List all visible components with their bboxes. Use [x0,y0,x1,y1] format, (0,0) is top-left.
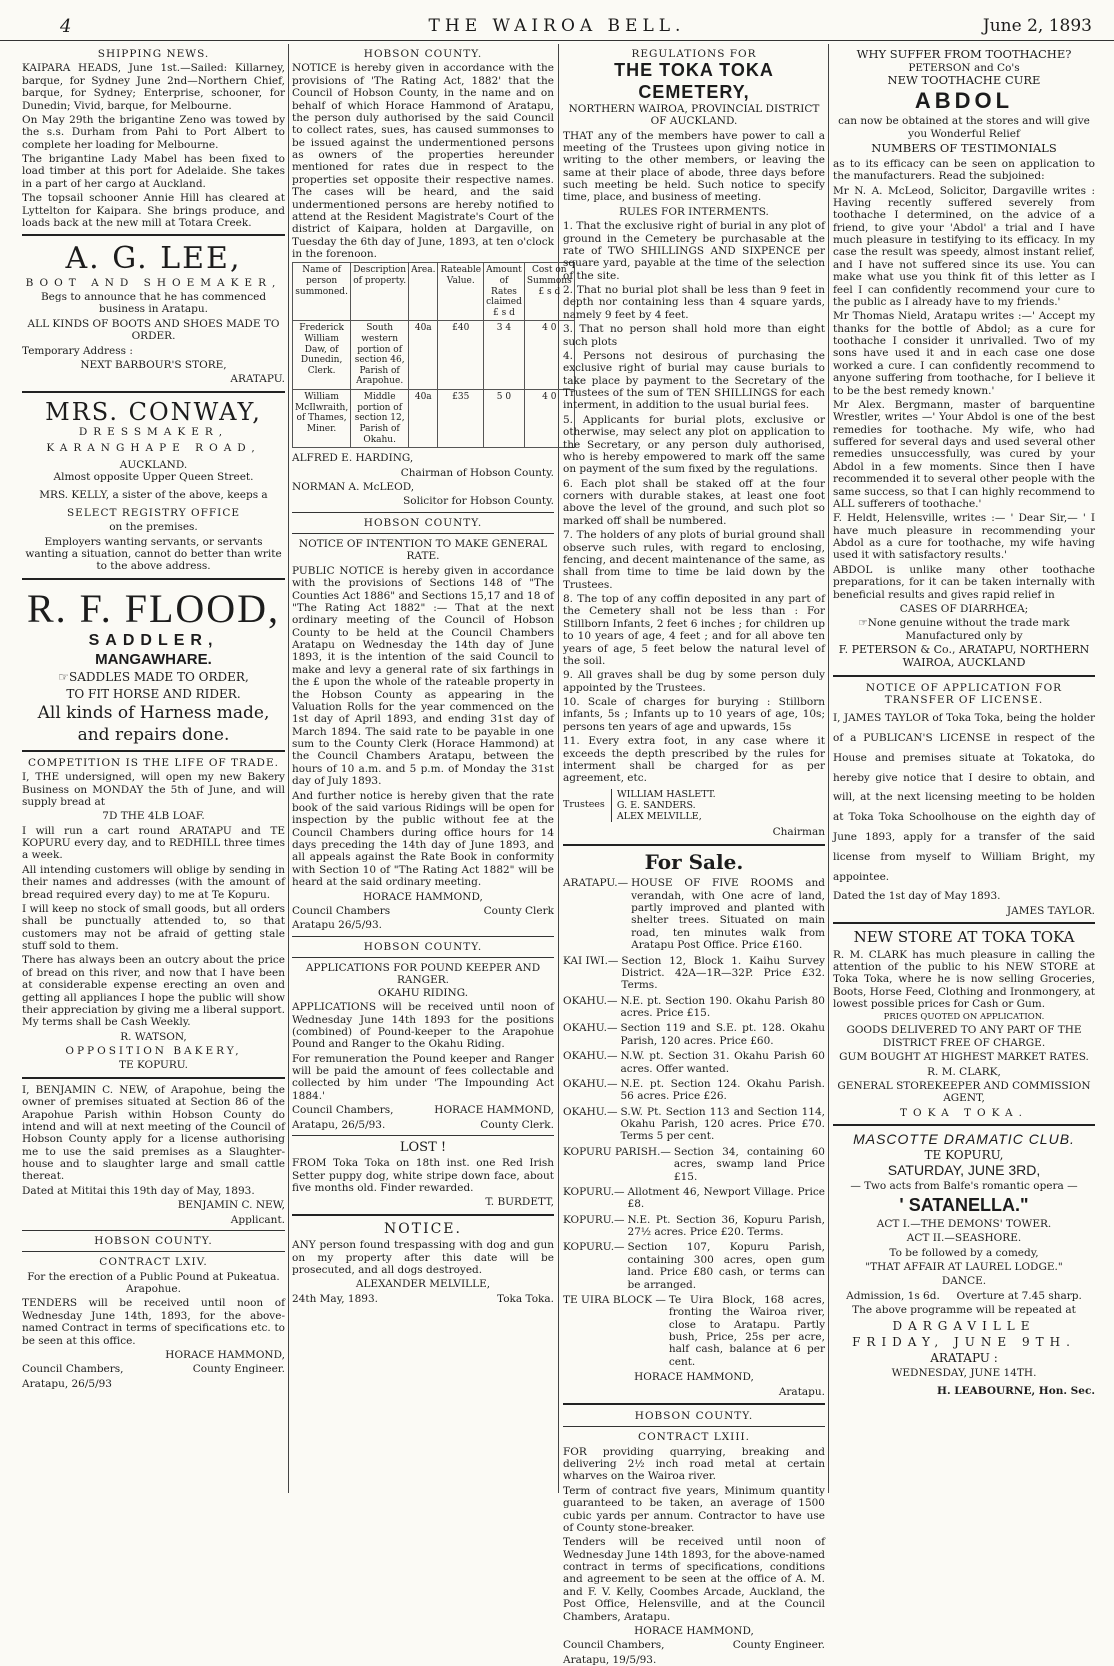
trustee-name: G. E. SANDERS. [616,799,696,811]
sale-text: HOUSE OF FIVE ROOMS and verandah, with One acre of land, partly improved and planted with shelter trees. Situated on main road, ten minutes walk from Aratapu Post Office. Price £160. [631,877,825,952]
sale-signature: HORACE HAMMOND, [634,1371,754,1384]
store-line: GOODS DELIVERED TO ANY PART OF THE DISTRICT FREE OF CHARGE. [846,1024,1082,1049]
newspaper-title: THE WAIROA BELL. [428,16,686,36]
list-item [563,955,825,992]
cemetery-title: THE TOKA TOKA CEMETERY, [614,60,774,102]
hobson-footer: Council Chambers, [563,1639,665,1652]
hobson-contract: CONTRACT LXIV. [99,1256,208,1269]
hobson-notice-text: APPLICATIONS will be received until noon of Wednesday June 14th 1893 for the positions (combined) of Pound-keeper to the Arapohue Pound and Ranger to the Okahu Riding. [292,1001,554,1051]
rule-item: 8. The top of any coffin deposited in any part of the Cemetery shall not be less than : For Stillborn Infants, 2 feet 6 inches ; for children up to 10 years of age, 4 feet ; and for all above ten years of age, 5 feet below the natural level of the soil. [563,593,825,667]
sale-location: KOPURU.— [563,1213,625,1226]
column-4 [833,48,1095,1491]
license-title: NOTICE OF APPLICATION FOR TRANSFER OF LICENSE. [865,681,1063,707]
hobson-footer-date: Aratapu 26/5/93. [292,919,382,932]
conway-trade: DRESSMAKER, [78,425,229,438]
club-act: ACT II.—SEASHORE. [906,1232,1022,1245]
store-line: PRICES QUOTED ON APPLICATION. [883,1012,1045,1023]
table-cell: 40a [409,390,438,448]
flood-line: All kinds of Harness made, [37,702,270,723]
kelly-text: on the premises. [109,521,198,534]
sale-text: Section 34, containing 60 acres, swamp land Price £15. [673,1145,825,1183]
hobson-title: HOBSON COUNTY. [363,516,483,529]
list-item [563,1106,825,1143]
store-role: GENERAL STOREKEEPER AND COMMISSION AGENT, [837,1079,1091,1105]
table-cell: 40a [409,321,438,390]
masthead [0,0,1114,41]
abdol-testimonial: F. Heldt, Helensville, writes :— ' Dear Sir,— ' I have much pleasure in recommending your Abdol as a cure for toothache, my wife having used it with satisfactory results.' [833,512,1095,562]
rules-title: RULES FOR INTERMENTS. [619,205,769,218]
hobson-footer: Council Chambers [292,904,391,917]
conway-city: AUCKLAND. [119,458,188,471]
sale-text: S.W. Pt. Section 113 and Section 114, Okahu Parish, 120 acres. Price £70. Terms 5 per cent. [620,1105,825,1143]
list-item [563,995,825,1020]
club-signature: H. LEABOURNE, Hon. Sec. [937,1385,1095,1398]
regulations-title: REGULATIONS FOR [631,48,757,60]
notice-date: 24th May, 1893. [292,1292,378,1305]
table-header: Rateable Value. [438,263,484,321]
rule-item: 4. Persons not desirous of purchasing the exclusive right of burial may cause burials to take place by payment to the Secretary of the Trustees of the sum of TEN SHILLINGS for each interment, in addition to the usual burial fees. [563,349,825,412]
abdol-line: CASES OF DIARRHŒA; [899,602,1029,615]
hobson-footer: Council Chambers, [22,1363,124,1376]
abdol-line: NUMBERS OF TESTIMONIALS [871,141,1057,156]
for-sale-title: For Sale. [644,849,744,874]
club-dargaville: DARGAVILLE [892,1318,1036,1333]
kelly-office: SELECT REGISTRY OFFICE [66,506,241,519]
flood-name: R. F. FLOOD, [26,585,281,631]
kelly-text: Employers wanting servants, or servants wanting a situation, cannot do better than write to the above address. [25,535,282,573]
new-notice-signature: BENJAMIN C. NEW, [177,1199,285,1212]
trustees-block [563,789,825,823]
divider [563,1403,825,1405]
rule-item: 10. Scale of charges for burying : Stillborn infants, 5s ; Infants up to 10 years of age, 10s; persons ten years of age and upwards, 15s [563,696,825,733]
rule-item: 5. Applicants for burial plots, exclusive or otherwise, may select any plot on application to the Secretary, or any person duly authorised, who is hereby empowered to mark off the same on payment of the sum fixed by the regulations. [563,413,825,476]
table-cell: 4 0 [524,390,574,448]
license-signature: JAMES TAYLOR. [1006,904,1095,917]
shipping-title: SHIPPING NEWS. [97,48,210,60]
store-title: NEW STORE AT TOKA TOKA [853,927,1075,946]
hobson-notice-text: PUBLIC NOTICE is hereby given in accordance with the provisions of Sections 148 of "The Counties Act 1886" and Sections 15,17 and 18 of "The Rating Act 1882" :— That at the next ordinary meeting of the Council of Hobson County to be held at the Council Chambers Aratapu on Wednesday the 14th day of June 1893, it is the intention of the said Council to make and levy a general rate of six farthings in the £ upon the whole of the rateable property in the Hobson County as appearing in the Valuation Rolls for the year commenced on the 1st day of April 1893, and ending 31st day of March 1894. The said rate to be payable in one sum to the County Clerk (Horace Hammond) at the Council Chambers Aratapu, between the hours of 10 a.m. and 5 p.m. of Monday the 31st day of July 1893. [292,564,554,788]
sale-text: Te Uira Block, 168 acres, fronting the Wairoa river, close to Aratapu. Partly bush, Price, 25s per acre, half cash, balance at 6 per cent. [668,1293,825,1368]
store-town: TOKA TOKA. [900,1106,1028,1119]
rule-item: 9. All graves shall be dug by some person duly appointed by the Trustees. [563,669,825,694]
divider [292,512,554,513]
divider [292,1135,554,1136]
cemetery-subtitle: NORTHERN WAIROA, PROVINCIAL DISTRICT OF AUCKLAND. [568,102,820,128]
flood-line: and repairs done. [77,724,230,745]
store-text: R. M. CLARK has much pleasure in calling the attention of the public to his NEW STORE at Toka Toka, where he is now selling Groceries, Boots, Horse Feed, Clothing and Ironmongery, at lowest possible prices for Cash or Gum. [833,948,1095,1011]
divider [22,578,285,580]
club-town: TE KOPURU, [924,1147,1004,1162]
table-cell: William McIlwraith, of Thames, Miner. [293,390,351,448]
abdol-text: ABDOL is unlike many other toothache preparations, for it can be taken internally with beneficial results and gives rapid relief in [833,563,1095,601]
shipping-paragraph: The topsail schooner Annie Hill has cleared at Lyttelton for Kaipara. She brings produce, and loads back at the new mill at Totara Creek. [22,192,285,229]
competition-text: I will keep no stock of small goods, but all orders shall be punctually attended to, so that customers may not be afraid of getting stale stuff sold to them. [22,902,285,953]
abdol-manufacturer: F. PETERSON & Co., ARATAPU, NORTHERN WAIROA, AUCKLAND [838,643,1090,669]
table-cell: 4 0 [524,321,574,390]
divider [22,234,285,236]
hobson-text: For the erection of a Public Pound at Pukeatua. Arapohue. [27,1270,280,1296]
hobson-notice-title: NOTICE OF INTENTION TO MAKE GENERAL RATE. [298,538,548,563]
table-cell: £35 [438,390,484,448]
new-notice-date: Dated at Mititai this 19th day of May, 1893. [22,1184,255,1197]
flood-trade: SADDLER, [88,631,219,649]
club-wednesday: WEDNESDAY, JUNE 14TH. [891,1366,1037,1379]
hobson-text: Term of contract five years, Minimum quantity guaranteed to be taken, an average of 1500 cubic yards per annum. Contractor to have use of County stone-breaker. [563,1484,825,1534]
table-header: Description of property. [351,263,409,321]
hobson-footer-date: Aratapu, 26/5/93. [292,1118,386,1131]
trustees-role: Chairman [772,826,825,839]
sale-text: N.E. pt. Section 124. Okahu Parish. 56 acres. Price £26. [620,1077,825,1103]
flood-line: TO FIT HORSE AND RIDER. [66,686,241,701]
pointing-hand-icon: ☞ [858,617,868,630]
hobson-title: HOBSON COUNTY. [634,1409,754,1422]
sale-location: OKAHU.— [563,1105,618,1118]
club-line: To be followed by a comedy, [889,1246,1039,1259]
lost-text: FROM Toka Toka on 18th inst. one Red Irish Setter puppy dog, white stripe down face, about five months old. Finder rewarded. [292,1157,554,1194]
watson-title: OPPOSITION BAKERY, [65,1045,242,1058]
summons-table [292,262,575,448]
hobson-signature-role: Solicitor for Hobson County. [403,495,554,508]
divider [292,533,554,534]
club-line: — Two acts from Balfe's romantic opera — [850,1180,1078,1193]
hobson-signature: HORACE HAMMOND, [634,1624,754,1637]
kelly-text: MRS. KELLY, a sister of the above, keeps a [39,489,268,502]
new-notice-role: Applicant. [230,1213,285,1226]
list-item [563,1146,825,1183]
sale-location: KAI IWI.— [563,954,619,967]
notice-signature: ALEXANDER MELVILLE, [355,1278,491,1291]
sale-text: N.W. pt. Section 31. Okahu Parish 60 acres. Offer wanted. [620,1050,825,1075]
table-row [293,321,575,390]
hobson-title: HOBSON COUNTY. [94,1234,213,1247]
divider [292,1214,554,1216]
license-text: I, JAMES TAYLOR of Toka Toka, being the holder of a PUBLICAN'S LICENSE in respect of the House and premises situate at Tokatoka, do hereby give notice that I desire to obtain, and will, at the next licensing meeting to be holden at Toka Toka Schoolhouse on the eighth day of June 1893, apply for a transfer of the said license from myself to William Bright, my appointee. [833,711,1095,884]
abdol-testimonial: Mr N. A. McLeod, Solicitor, Dargaville writes : Having recently suffered severely from toothache I determined, on the advice of a friend, to give your 'Abdol' a trial and I have much pleasure in testifying to its efficacy. In my case the result was speedy, almost instant relief, and I have not suffered since its use. You can make what use you think fit of this letter as I feel I can confidently recommend your cure to the public as I already have to my friends.' [833,184,1095,308]
rule-item: 7. The holders of any plots of burial ground shall observe such rules, with regard to enclosing, fencing, and decent maintenance of the same, as shall from time to time be laid down by the Trustees. [563,529,825,591]
store-signature: R. M. CLARK, [927,1065,1001,1078]
hobson-signature: HORACE HAMMOND, [165,1348,285,1361]
column-2 [292,48,572,1491]
club-aratapu: ARATAPU : [930,1350,998,1365]
sale-location: OKAHU.— [563,1077,618,1090]
conway-road: KARANGHAPE ROAD, [46,442,261,455]
list-item [563,1078,825,1103]
sale-text: Section 12, Block 1. Kaihu Survey District. 42A—1R—32P. Price £32. Terms. [621,954,825,992]
table-cell: Frederick William Daw, of Dunedin, Clerk. [293,321,351,390]
trustees-label: Trustees [563,798,605,810]
competition-title: COMPETITION IS THE LIFE OF TRADE. [28,756,279,769]
hobson-text: Tenders will be received until noon of Wednesday June 14th 1893, for the above-named contract in terms of specifications, conditions and agreement to be seen at the office of A. M. and F. V. Kelly, Coombes Arcade, Auckland, the Post Office, Helensville, and at the Council Chambers, Aratapu. [563,1536,825,1623]
store-line: GUM BOUGHT AT HIGHEST MARKET RATES. [839,1051,1089,1064]
cemetery-text: THAT any of the members have power to call a meeting of the Trustees upon giving notice in writing to the other members, or leaving the same at their place of abode, three days before such meeting be held. Such notice to specify time, place, and business of meeting. [563,129,825,204]
divider [22,391,285,393]
divider [833,1124,1095,1126]
column-1 [22,48,285,1491]
issue-date: June 2, 1893 [982,16,1092,36]
new-notice-text: I, BENJAMIN C. NEW, of Arapohue, being the owner of premises situated at Section 86 of the Arapohue Parish within Hobson County do intend and will at next meeting of the Council of Hobson County apply for a license authorising me to use the said premises as a Slaughter-house and to slaughter large and small cattle thereat. [22,1083,285,1183]
page-number: 4 [60,16,72,37]
club-opera: ' SATANELLA." [899,1194,1029,1215]
divider [22,1077,285,1079]
abdol-line: PETERSON and Co's [908,61,1020,74]
shipping-paragraph: KAIPARA HEADS, June 1st.—Sailed: Killarney, barque, for Sydney June 2nd—Northern Chief, barque, for Sydney; Enterprise, schooner, for Dunedin; Vivid, barque, for Melbourne. [22,62,285,112]
club-date: SATURDAY, JUNE 3RD, [887,1161,1041,1178]
shipping-paragraph: On May 29th the brigantine Zeno was towed by the s.s. Durham from Pahi to Port Albert to complete her loading for Melbourne. [22,113,285,151]
hobson-title: HOBSON COUNTY. [363,940,483,953]
hobson-notice-text: NOTICE is hereby given in accordance with the provisions of 'The Rating Act, 1882' that the Council of Hobson County, in the name and on behalf of which Horace Hammond of Aratapu, the person duly authorised by the said Council to collect rates, sues, has caused summonses to be issued against the undermentioned persons as owners of the properties hereunder mentioned for rates due in respect to the properties set opposite their respective names. The cases will be heard, and the said undermentioned persons are hereby notified to attend at the Resident Magistrate's Court of the district of Kaipara, holden at Dargaville, on Tuesday the 6th day of June, 1893, at ten o'clock in the forenoon. [292,62,554,260]
column-rule [828,44,829,1493]
divider [563,844,825,846]
divider [22,1230,285,1231]
divider [292,957,554,958]
hobson-footer: Council Chambers, [292,1104,394,1117]
shipping-paragraph: The brigantine Lady Mabel has been fixed to load timber at this port for Adelaide. She takes in a part of her cargo at Auckland. [22,153,285,190]
hobson-footer-date: Aratapu, 26/5/93 [22,1377,112,1390]
hobson-signature: HORACE HAMMOND, [434,1104,554,1117]
table-header-row [293,263,575,321]
sale-text: Section 107, Kopuru Parish, containing 300 acres, open gum land. Price £80 cash, or terms can be arranged. [627,1241,825,1291]
list-item [563,877,825,951]
hobson-footer-date: Aratapu, 19/5/93. [563,1653,657,1666]
sale-location: OKAHU.— [563,1050,618,1063]
table-cell: Middle portion of section 12, Parish of Okahu. [351,390,409,448]
divider [22,750,285,752]
hobson-notice-title: APPLICATIONS FOR POUND KEEPER AND RANGER. [305,962,541,987]
table-cell: 3 4 [484,321,525,390]
competition-price: 7D THE 4LB LOAF. [102,810,205,823]
trustee-name: WILLIAM HASLETT. [616,788,716,800]
abdol-brand: ABDOL [914,87,1014,113]
lee-text: Begs to announce that he has commenced business in Aratapu. [40,291,267,316]
lost-signature: T. BURDETT, [485,1196,554,1209]
rule-item: 6. Each plot shall be staked off at the four corners with durable stakes, at least one foot above the level of the ground, and such plot so marked off shall be numbered. [563,477,825,527]
column-3 [563,48,825,1666]
club-title: MASCOTTE DRAMATIC CLUB. [853,1131,1075,1148]
sale-text: N.E. Pt. Section 36, Kopuru Parish, 27½ acres. Price £20. Terms. [627,1213,825,1239]
sale-location: ARATAPU.— [563,877,629,890]
hobson-text: TENDERS will be received until noon of Wednesday June 14th, 1893, for the above-named Contract in terms of specifications etc. to be seen at this office. [22,1297,285,1347]
conway-name: MRS. CONWAY, [45,397,262,426]
sale-location: KOPURU.— [563,1185,625,1198]
hobson-signature: NORMAN A. McLEOD, [292,480,415,493]
club-act: ACT I.—THE DEMONS' TOWER. [876,1217,1052,1230]
competition-text: There has always been an outcry about the price of bread on this river, and now that I have been at considerable expense erecting an oven and getting all appliances I hope the public will show their appreciation by giving me a liberal support. My terms shall be Cash Weekly. [22,954,285,1029]
watson-town: TE KOPURU. [118,1059,189,1072]
hobson-title: HOBSON COUNTY. [363,48,483,60]
sale-town: Aratapu. [778,1385,825,1398]
pointing-hand-icon: ☞ [58,670,69,685]
hobson-footer: County Engineer. [192,1363,285,1376]
hobson-text: FOR providing quarrying, breaking and delivering 2½ inch road metal at certain wharves on the Wairoa river. [563,1445,825,1483]
competition-text: All intending customers will oblige by sending in their names and addresses (with the amount of bread required every day) to me at Te Kopuru. [22,863,285,901]
divider [833,675,1095,677]
conway-opposite: Almost opposite Upper Queen Street. [53,471,254,484]
list-item [563,1241,825,1291]
club-friday: FRIDAY, JUNE 9TH. [852,1334,1076,1349]
sale-location: KOPURU.— [563,1241,625,1254]
hobson-notice-subtitle: OKAHU RIDING. [377,986,469,999]
list-item [563,1022,825,1047]
divider [833,922,1095,924]
sale-location: OKAHU.— [563,1022,618,1035]
watson-signature: R. WATSON, [120,1030,187,1043]
sale-location: KOPURU PARISH.— [563,1145,671,1158]
lee-trade: BOOT AND SHOEMAKER, [25,276,282,289]
rule-item: 3. That no person shall hold more than eight such plots [563,323,825,348]
lee-name: A. G. LEE, [65,241,242,277]
lee-town: ARATAPU. [230,373,285,386]
rule-item: 1. That the exclusive right of burial in any plot of ground in the Cemetery be purchasable at the rate of TWO SHILLINGS AND SIXPENCE per square yard, payable at the time of the selection of the site. [563,220,825,282]
hobson-signature: ALFRED E. HARDING, [292,452,414,465]
column-rule [288,44,289,1493]
trustee-name: ALEX MELVILLE, [616,811,702,823]
sale-text: N.E. pt. Section 190. Okahu Parish 80 acres. Price £15. [620,994,825,1020]
notice-text: ANY person found trespassing with dog and gun on my property after this date will be prosecuted, and all dogs destroyed. [292,1239,554,1276]
rule-item: 2. That no burial plot shall be less than 9 feet in depth nor containing less than 4 square yards, namely 9 feet by 4 feet. [563,284,825,321]
list-item [563,1050,825,1075]
abdol-line: can now be obtained at the stores and will give you Wonderful Relief [838,115,1090,140]
sale-location: OKAHU.— [563,994,618,1007]
lee-address-label: Temporary Address : [22,344,133,357]
club-comedy: "THAT AFFAIR AT LAUREL LODGE." [865,1261,1063,1274]
hobson-signature: HORACE HAMMOND, [363,890,483,903]
sale-text: Allotment 46, Newport Village. Price £8. [627,1185,825,1211]
hobson-notice-text: For remuneration the Pound keeper and Ranger will be paid the amount of fees collectable and collected by him under 'The Impounding Act 1884.' [292,1052,554,1102]
lee-address: NEXT BARBOUR'S STORE, [80,358,227,371]
table-cell: South western portion of section 46, Parish of Arapohue. [351,321,409,390]
abdol-testimonial: Mr Alex. Bergmann, master of barquentine Wrestler, writes —' Your Abdol is one of the best remedies for toothache. My wife, who had suffered for several days and used several other remedies unsuccessfully, was cured by your Abdol in a few moments. Since then I have recommended it to several other people with the same success, so that I can highly recommend to ALL sufferers of toothache.' [833,398,1095,510]
competition-text: I will run a cart round ARATAPU and TE KOPURU every day, and to REDHILL three times a week. [22,824,285,862]
table-header: Name of person summoned. [293,263,351,321]
table-cell: 5 0 [484,390,525,448]
abdol-line: None genuine without the trade mark Manufactured only by [867,617,1070,642]
divider [22,1251,285,1252]
list-item [563,1294,825,1368]
list-item [563,1186,825,1211]
notice-place: Toka Toka. [497,1292,554,1305]
flood-town: MANGAWHARE. [95,650,212,668]
competition-text: I, THE undersigned, will open my new Bakery Business on MONDAY the 5th of June, and will supply bread at [22,771,285,808]
flood-line: SADDLES MADE TO ORDER, [68,670,249,685]
abdol-testimonial: Mr Thomas Nield, Aratapu writes :—' Accept my thanks for the bottle of Abdol; as a cure for toothache I consider it unrivalled. Two of my sons have used it and in each case one dose worked a cure. I can confidently recommend to anyone suffering from toothache, for I believe it to be the best remedy known.' [833,310,1095,397]
abdol-text: as to its efficacy can be seen on application to the manufacturers. Read the subjoined: [833,157,1095,183]
hobson-notice-text: And further notice is hereby given that the rate book of the said various Ridings will be open for inspection by the public without fee at the Council Chambers during office hours for 14 days preceding the 14th day of June 1893, and all appeals against the Rate Book in conformity with Section 10 of "The Rating Act 1882" will be heard at the said ordinary meeting. [292,789,554,889]
notice-title: NOTICE. [384,1220,462,1237]
club-dance: DANCE. [941,1275,987,1288]
club-admission: Admission, 1s 6d. Overture at 7.45 sharp. [846,1289,1082,1302]
list-item [563,1214,825,1239]
table-row [293,390,575,448]
lee-text: ALL KINDS OF BOOTS AND SHOES MADE TO ORDER. [27,317,280,343]
table-header: Cost on Summons £ s d [524,263,574,321]
table-header: Area. [409,263,438,321]
rule-item: 11. Every extra foot, in any case where it exceeds the depth prescribed by the rules for interment shall be charged for as per agreement, etc. [563,735,825,785]
divider [292,936,554,937]
column-rule [558,44,559,1493]
club-line: The above programme will be repeated at [852,1304,1076,1317]
table-header: Amount of Rates claimed £ s d [484,263,525,321]
license-date: Dated the 1st day of May 1893. [833,890,1001,903]
hobson-signature-role: Chairman of Hobson County. [400,466,554,479]
lost-title: LOST ! [399,1139,447,1155]
hobson-contract: CONTRACT LXIII. [638,1431,750,1444]
sale-text: Section 119 and S.E. pt. 128. Okahu Parish, 120 acres. Price £60. [620,1022,825,1047]
hobson-footer: County Clerk [483,904,554,917]
hobson-footer: County Engineer. [732,1639,825,1652]
abdol-line: NEW TOOTHACHE CURE [887,72,1041,87]
table-cell: £40 [438,321,484,390]
divider [563,1426,825,1427]
abdol-headline: WHY SUFFER FROM TOOTHACHE? [856,47,1072,61]
sale-location: TE UIRA BLOCK — [563,1293,666,1306]
hobson-footer: County Clerk. [480,1118,554,1131]
